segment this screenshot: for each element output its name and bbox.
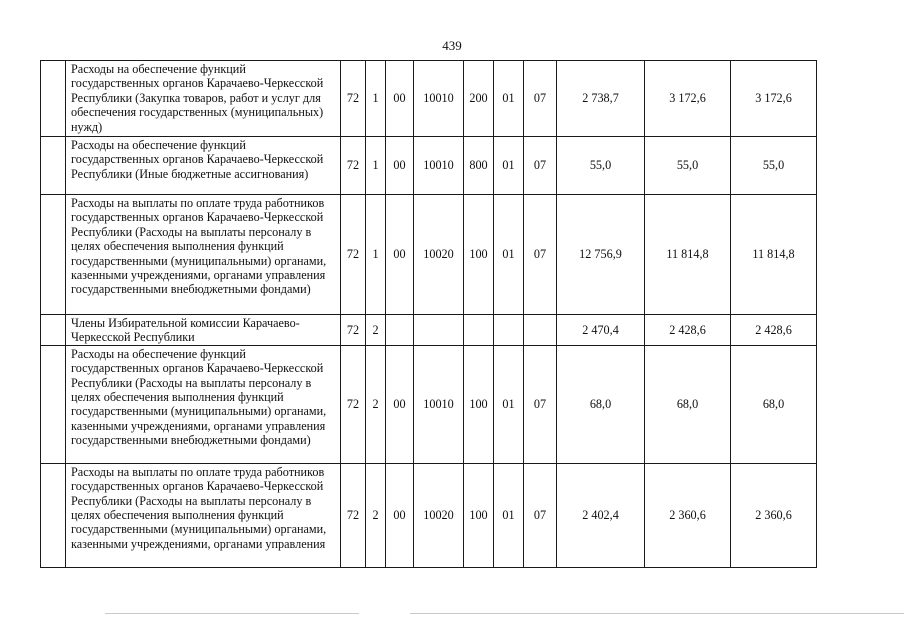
- amount-year-2: 2 360,6: [645, 463, 731, 567]
- amount-year-1: 68,0: [557, 345, 645, 463]
- amount-year-3: 55,0: [731, 137, 817, 195]
- table-row: [41, 137, 817, 195]
- row-name: Расходы на обеспечение функций государственных органов Карачаево-Черкесской Республики (Иные бюджетные ассигнования): [66, 137, 341, 195]
- row-name: Члены Избирательной комиссии Карачаево-Черкесской Республики: [66, 315, 341, 346]
- amount-year-2: 3 172,6: [645, 61, 731, 137]
- amount-year-3: 68,0: [731, 345, 817, 463]
- code-admin: 72: [341, 137, 366, 195]
- code-direction: 10010: [414, 345, 464, 463]
- code-admin: 72: [341, 315, 366, 346]
- code-subsection: 07: [524, 137, 557, 195]
- code-subprogram: [386, 315, 414, 346]
- amount-year-3: 2 428,6: [731, 315, 817, 346]
- row-number-cell: [41, 195, 66, 315]
- amount-year-3: 3 172,6: [731, 61, 817, 137]
- code-direction: 10010: [414, 61, 464, 137]
- row-number-cell: [41, 61, 66, 137]
- code-program: 2: [366, 345, 386, 463]
- code-subsection: 07: [524, 345, 557, 463]
- code-subsection: 07: [524, 61, 557, 137]
- code-section: 01: [494, 463, 524, 567]
- amount-year-1: 12 756,9: [557, 195, 645, 315]
- code-subprogram: 00: [386, 61, 414, 137]
- row-name: Расходы на обеспечение функций государственных органов Карачаево-Черкесской Республики (Расходы на выплаты персоналу в целях обеспечения выполнения функций государственными (муниципальными) органами, казенными учреждениями, органами управления государственными внебюджетными фондами): [66, 345, 341, 463]
- code-subsection: 07: [524, 463, 557, 567]
- code-section: 01: [494, 345, 524, 463]
- amount-year-2: 2 428,6: [645, 315, 731, 346]
- row-number-cell: [41, 345, 66, 463]
- code-expense-type: 200: [464, 61, 494, 137]
- amount-year-2: 11 814,8: [645, 195, 731, 315]
- code-program: 1: [366, 195, 386, 315]
- code-admin: 72: [341, 463, 366, 567]
- code-section: 01: [494, 61, 524, 137]
- amount-year-1: 55,0: [557, 137, 645, 195]
- code-expense-type: 100: [464, 345, 494, 463]
- code-program: 1: [366, 61, 386, 137]
- amount-year-1: 2 738,7: [557, 61, 645, 137]
- code-program: 2: [366, 463, 386, 567]
- code-expense-type: [464, 315, 494, 346]
- table-row: [41, 345, 817, 463]
- code-direction: [414, 315, 464, 346]
- row-name: Расходы на выплаты по оплате труда работников государственных органов Карачаево-Черкесской Республики (Расходы на выплаты персоналу в целях обеспечения выполнения функций государственными (муниципальными) органами, казенными учреждениями, органами управления: [66, 463, 341, 567]
- code-subprogram: 00: [386, 345, 414, 463]
- amount-year-2: 68,0: [645, 345, 731, 463]
- footer-rule: [410, 613, 904, 614]
- table-row: [41, 315, 817, 346]
- table-row: [41, 61, 817, 137]
- row-number-cell: [41, 315, 66, 346]
- code-program: 1: [366, 137, 386, 195]
- code-subprogram: 00: [386, 463, 414, 567]
- code-subsection: [524, 315, 557, 346]
- table-row: [41, 195, 817, 315]
- amount-year-2: 55,0: [645, 137, 731, 195]
- code-admin: 72: [341, 61, 366, 137]
- row-name: Расходы на выплаты по оплате труда работников государственных органов Карачаево-Черкесской Республики (Расходы на выплаты персоналу в целях обеспечения выполнения функций государственными (муниципальными) органами, казенными учреждениями, органами управления государственными внебюджетными фондами): [66, 195, 341, 315]
- amount-year-1: 2 470,4: [557, 315, 645, 346]
- code-admin: 72: [341, 195, 366, 315]
- code-direction: 10020: [414, 463, 464, 567]
- amount-year-1: 2 402,4: [557, 463, 645, 567]
- code-direction: 10010: [414, 137, 464, 195]
- budget-table: [40, 60, 817, 568]
- page-number: 439: [442, 38, 462, 53]
- code-admin: 72: [341, 345, 366, 463]
- code-direction: 10020: [414, 195, 464, 315]
- amount-year-3: 2 360,6: [731, 463, 817, 567]
- code-section: 01: [494, 137, 524, 195]
- row-number-cell: [41, 137, 66, 195]
- code-section: [494, 315, 524, 346]
- footer-rule: [105, 613, 359, 614]
- code-subprogram: 00: [386, 137, 414, 195]
- code-expense-type: 800: [464, 137, 494, 195]
- code-section: 01: [494, 195, 524, 315]
- code-expense-type: 100: [464, 195, 494, 315]
- amount-year-3: 11 814,8: [731, 195, 817, 315]
- code-expense-type: 100: [464, 463, 494, 567]
- row-number-cell: [41, 463, 66, 567]
- row-name: Расходы на обеспечение функций государственных органов Карачаево-Черкесской Республики (Закупка товаров, работ и услуг для обеспечения государственных (муниципальных) нужд): [66, 61, 341, 137]
- table-row: [41, 463, 817, 567]
- code-subsection: 07: [524, 195, 557, 315]
- code-subprogram: 00: [386, 195, 414, 315]
- code-program: 2: [366, 315, 386, 346]
